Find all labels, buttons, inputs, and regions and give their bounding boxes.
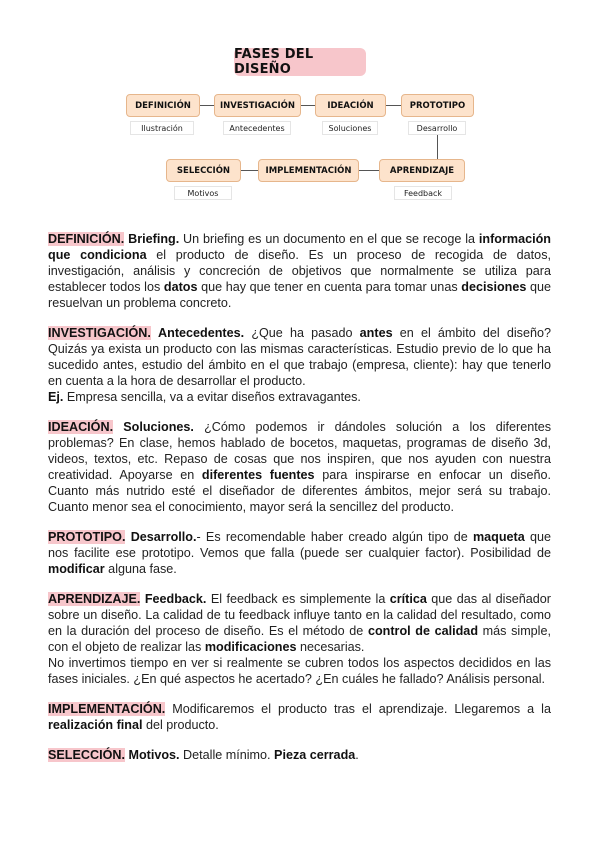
bold-text: datos xyxy=(163,280,198,294)
node-seleccion: SELECCIÓN xyxy=(166,159,241,182)
node-investigacion: INVESTIGACIÓN xyxy=(214,94,301,117)
text: el producto de diseño. Es un proceso de recogida de datos, investigación, análisis y concreción de objetivos que normalmente se utiliza para establecer todos los xyxy=(48,248,551,294)
text: del producto. xyxy=(142,718,219,732)
subtitle-soluciones: Soluciones. xyxy=(123,420,194,434)
subtitle-desarrollo: Desarrollo. xyxy=(130,530,197,544)
paragraph-prototipo xyxy=(48,529,551,577)
subtitle-briefing: Briefing. xyxy=(128,232,180,246)
node-prototipo: PROTOTIPO xyxy=(401,94,474,117)
bold-text: maqueta xyxy=(472,530,525,544)
bold-text: modificaciones xyxy=(204,640,297,654)
bold-text: modificar xyxy=(48,562,105,576)
tag-implementacion: IMPLEMENTACIÓN. xyxy=(48,702,166,716)
text: necesarias. xyxy=(296,640,365,654)
text: No invertimos tiempo en ver si realmente se cubren todos los aspectos decididos en las fases iniciales. ¿En qué aspectos he acertado? ¿En cuáles he fallado? Análisis personal. xyxy=(48,656,551,686)
text: . xyxy=(355,748,359,762)
bold-text: control de calidad xyxy=(367,624,479,638)
text: Detalle mínimo. xyxy=(179,748,275,762)
node-seleccion-sub: Motivos xyxy=(174,186,232,200)
subtitle-feedback: Feedback. xyxy=(144,592,207,606)
bold-text: Ej. xyxy=(48,390,64,404)
text: Un briefing es un documento en el que se recoge la xyxy=(179,232,479,246)
bold-text: Pieza cerrada xyxy=(274,748,356,762)
subtitle-motivos: Motivos. xyxy=(128,748,180,762)
bold-text: crítica xyxy=(389,592,427,606)
text: que nos facilite ese prototipo. Vemos que falla (puede ser cualquier factor). Posibilidad de xyxy=(48,530,552,560)
text: que hay que tener en cuenta para tomar unas xyxy=(197,280,462,294)
connector-implementacion-seleccion xyxy=(241,170,258,171)
tag-ideacion: IDEACIÓN. xyxy=(48,420,114,434)
text: en el ámbito del diseño? Quizás ya exista un producto con las mismas características. Estudio previo de lo que ha sucedido antes, estudio del ámbito en el que trabajo (empresa, cliente): hay que tenerlo en cuenta a la hora de desarrollar el producto. xyxy=(48,326,551,388)
diagram-title: FASES DEL DISEÑO xyxy=(234,48,366,76)
paragraph-ideacion xyxy=(48,419,551,515)
paragraph-definicion xyxy=(48,231,551,311)
text: Modificaremos el producto tras el aprendizaje. Llegaremos a la xyxy=(165,702,551,716)
node-prototipo-sub: Desarrollo xyxy=(408,121,466,135)
bold-text: información que condiciona xyxy=(48,232,551,262)
bold-text: antes xyxy=(359,326,393,340)
tag-aprendizaje: APRENDIZAJE. xyxy=(48,592,141,606)
text: ¿Cómo podemos ir dándoles solución a los diferentes problemas? En clase, hemos hablado de bocetos, maquetas, programas de diseño 3d, videos, textos, etc. Repaso de cosas que nos inspiren, que nos ayuden con nuestra creatividad. Apoyarse en xyxy=(48,420,552,482)
text: más simple, con el objeto de realizar las xyxy=(48,624,551,654)
text: alguna fase. xyxy=(104,562,177,576)
connector-definicion-investigacion xyxy=(200,105,214,106)
connector-aprendizaje-implementacion xyxy=(359,170,379,171)
node-ideacion-sub: Soluciones xyxy=(322,121,378,135)
text: Empresa sencilla, va a evitar diseños extravagantes. xyxy=(63,390,361,404)
tag-prototipo: PROTOTIPO. xyxy=(48,530,126,544)
connector-ideacion-prototipo xyxy=(386,105,401,106)
text: para inspirarse en enfocar un diseño. Cuanto más nutrido esté el diseñador de diferentes ámbitos, mejor será su trabajo. Cuanto menor sea el conocimiento, mayor será la sencillez del producto. xyxy=(48,468,551,514)
paragraph-implementacion xyxy=(48,701,551,733)
node-definicion: DEFINICIÓN xyxy=(126,94,200,117)
document-body xyxy=(48,231,551,777)
tag-seleccion: SELECCIÓN. xyxy=(48,748,125,762)
node-investigacion-sub: Antecedentes xyxy=(223,121,291,135)
bold-text: realización final xyxy=(48,718,143,732)
connector-prototipo-aprendizaje xyxy=(437,135,438,160)
paragraph-seleccion xyxy=(48,747,551,763)
tag-investigacion: INVESTIGACIÓN. xyxy=(48,326,151,340)
node-aprendizaje-sub: Feedback xyxy=(394,186,452,200)
bold-text: diferentes fuentes xyxy=(201,468,315,482)
node-ideacion: IDEACIÓN xyxy=(315,94,386,117)
paragraph-aprendizaje xyxy=(48,591,551,687)
node-definicion-sub: Ilustración xyxy=(130,121,194,135)
text: que resuelvan un problema concreto. xyxy=(48,280,551,310)
text: ¿Que ha pasado xyxy=(244,326,360,340)
tag-definicion: DEFINICIÓN. xyxy=(48,232,125,246)
paragraph-investigacion xyxy=(48,325,551,405)
text: - Es recomendable haber creado algún tipo de xyxy=(196,530,473,544)
text: El feedback es simplemente la xyxy=(206,592,390,606)
subtitle-antecedentes: Antecedentes. xyxy=(158,326,245,340)
bold-text: decisiones xyxy=(461,280,527,294)
node-implementacion: IMPLEMENTACIÓN xyxy=(258,159,359,182)
node-aprendizaje: APRENDIZAJE xyxy=(379,159,465,182)
text: que das al diseñador sobre un diseño. La calidad de tu feedback influye tanto en la calidad del resultado, como en la duración del proceso de diseño. Es el método de xyxy=(48,592,551,638)
connector-investigacion-ideacion xyxy=(301,105,315,106)
